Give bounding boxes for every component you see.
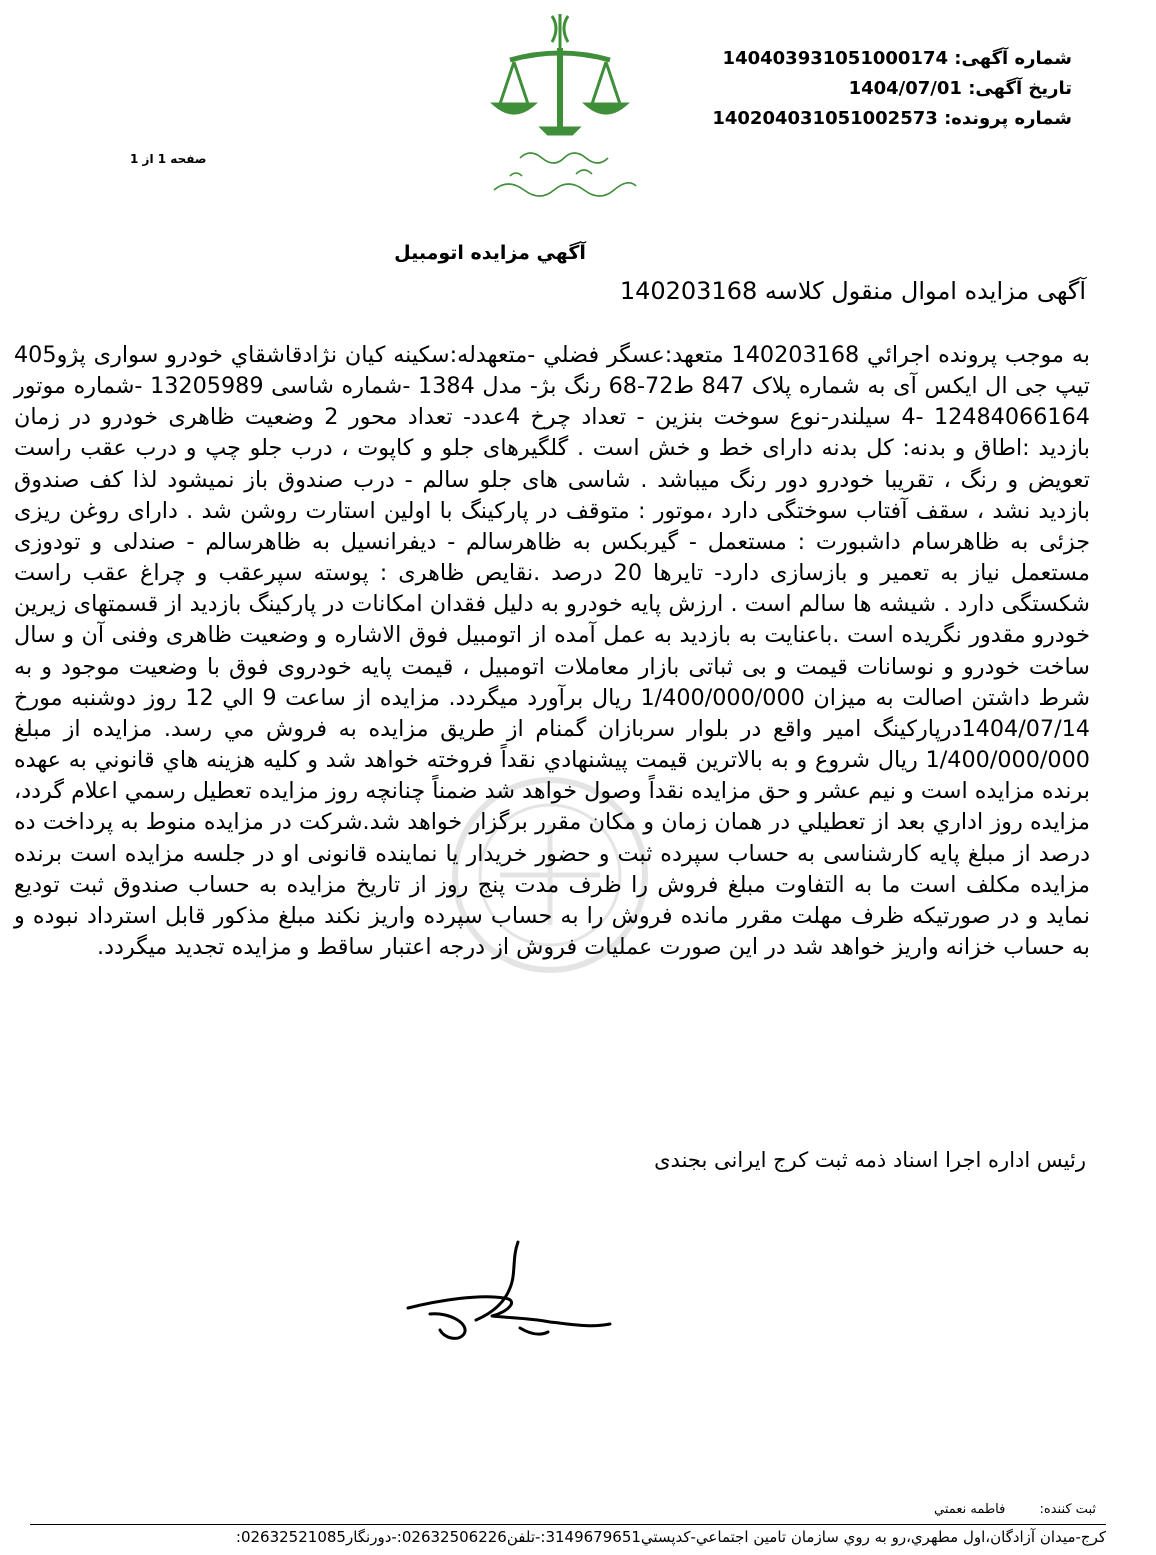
registrar-label: ثبت کننده: <box>1039 1502 1096 1517</box>
document-subtitle: آگهی مزایده اموال منقول کلاسه 140203168 <box>619 277 1086 305</box>
auction-body-text: به موجب پرونده اجرائي 140203168 متعهد:عسگر فضلي -متعهدله:سکينه کيان نژادقاشقاي خودرو سواری پژو405 تیپ جی ال ایکس آی به شماره پلاک 847 ط72-68 رنگ بژ- مدل 1384 -شماره شاسی 13205989 -شماره موتور 12484066164 -4 سیلندر-نوع سوخت بنزین - تعداد چرخ 4عدد- تعداد محور 2 وضعیت ظاهری خودرو در زمان بازدید :اطاق و بدنه: کل بدنه دارای خط و خش است . گلگیرهای جلو و کاپوت ، درب جلو چپ و درب عقب راست تعویض و رنگ ، تقریبا خودرو دور رنگ میباشد . شاسی های جلو سالم - درب صندوق باز نمیشود لذا کف صندوق بازدید نشد ، سقف آفتاب سوختگی دارد ،موتور : متوقف در پارکینگ با اولین استارت روشن شد . دارای روغن ریزی جزئی به ظاهرسام داشبورت : مستعمل - گیربکس به ظاهرسالم - دیفرانسیل به ظاهرسالم - صندلی و تودوزی مستعمل نیاز به تعمیر و بازسازی دارد- تایرها 20 درصد .نقایص ظاهری : پوسته سپرعقب و چراغ عقب راست شکستگی دارد . شیشه ها سالم است . ارزش پایه خودرو به دلیل فقدان امکانات در پارکینگ بازدید از قسمتهای زیرین خودرو مقدور نگریده است .باعنایت به بازدید به عمل آمده از اتومبیل فوق الاشاره و وضعیت ظاهری وفنی آن و سال ساخت خودرو و نوسانات قیمت و بی ثباتی بازار معاملات اتومبیل ، قیمت پایه خودروی فوق با وضعیت موجود و به شرط داشتن اصالت به میزان 1/400/000/000 ریال برآورد میگردد. مزایده از ساعت 9 الي 12 روز دوشنبه مورخ 1404/07/14درپارکینگ امیر واقع در بلوار سربازان گمنام از طريق مزايده به فروش مي رسد. مزايده از مبلغ 1/400/000/000 ريال شروع و به بالاترين قيمت پيشنهادي نقداً فروخته خواهد شد و کليه هزينه هاي قانوني به عهده برنده مزايده است و نيم عشر و حق مزايده نقداً وصول خواهد شد ضمناً چنانچه روز مزايده تعطيل رسمي اعلام گردد، مزايده روز اداري بعد از تعطيلي در همان زمان و مکان مقرر برگزار خواهد شد.شرکت در مزایده منوط به پرداخت ده درصد از مبلغ پایه کارشناسی به حساب سپرده ثبت و حضور خریدار یا نماینده قانونی او در جلسه مزایده است برنده مزایده مکلف است ما به التفاوت مبلغ فروش را ظرف مدت پنج روز از تاریخ مزایده به حساب صندوق ثبت تودیع نماید و در صورتیکه ظرف مهلت مقرر مانده فروش را به حساب سپرده واریز نکند مبلغ مذکور قابل استرداد نبوده و به حساب خزانه واریز خواهد شد در این صورت عملیات فروش از درجه اعتبار ساقط و مزایده تجدید میگردد. <box>14 342 1091 960</box>
ad-date: 1404/07/01 <box>848 78 962 99</box>
ad-date-row <box>652 74 1072 104</box>
document-title: آگهي مزايده اتومبيل <box>394 242 586 264</box>
judiciary-emblem-logo <box>480 8 640 208</box>
ad-number-row <box>652 44 1072 74</box>
registrar-name: فاطمه نعمتي <box>934 1502 1006 1517</box>
ad-number-label: شماره آگهی: <box>954 48 1072 69</box>
signer-title: رئيس اداره اجرا اسناد ذمه ثبت کرج ايرانی بجندی <box>654 1148 1086 1172</box>
file-number-row <box>652 104 1072 134</box>
footer-address: کرج-ميدان آزادگان،اول مطهري،رو به روي سازمان تامين اجتماعي-کدپستي3149679651:-تلفن02632506226:-دورنگار02632521085: <box>235 1528 1106 1546</box>
file-number: 140204031051002573 <box>712 108 938 129</box>
file-number-label: شماره پرونده: <box>944 108 1072 129</box>
page-indicator: صفحه 1 از 1 <box>130 152 207 166</box>
header-meta <box>652 44 1072 134</box>
ad-number: 140403931051000174 <box>722 48 948 69</box>
handwritten-signature <box>400 1238 620 1368</box>
registrar-line <box>696 1502 1096 1517</box>
ad-date-label: تاریخ آگهی: <box>968 78 1072 99</box>
footer-divider <box>30 1524 1106 1525</box>
